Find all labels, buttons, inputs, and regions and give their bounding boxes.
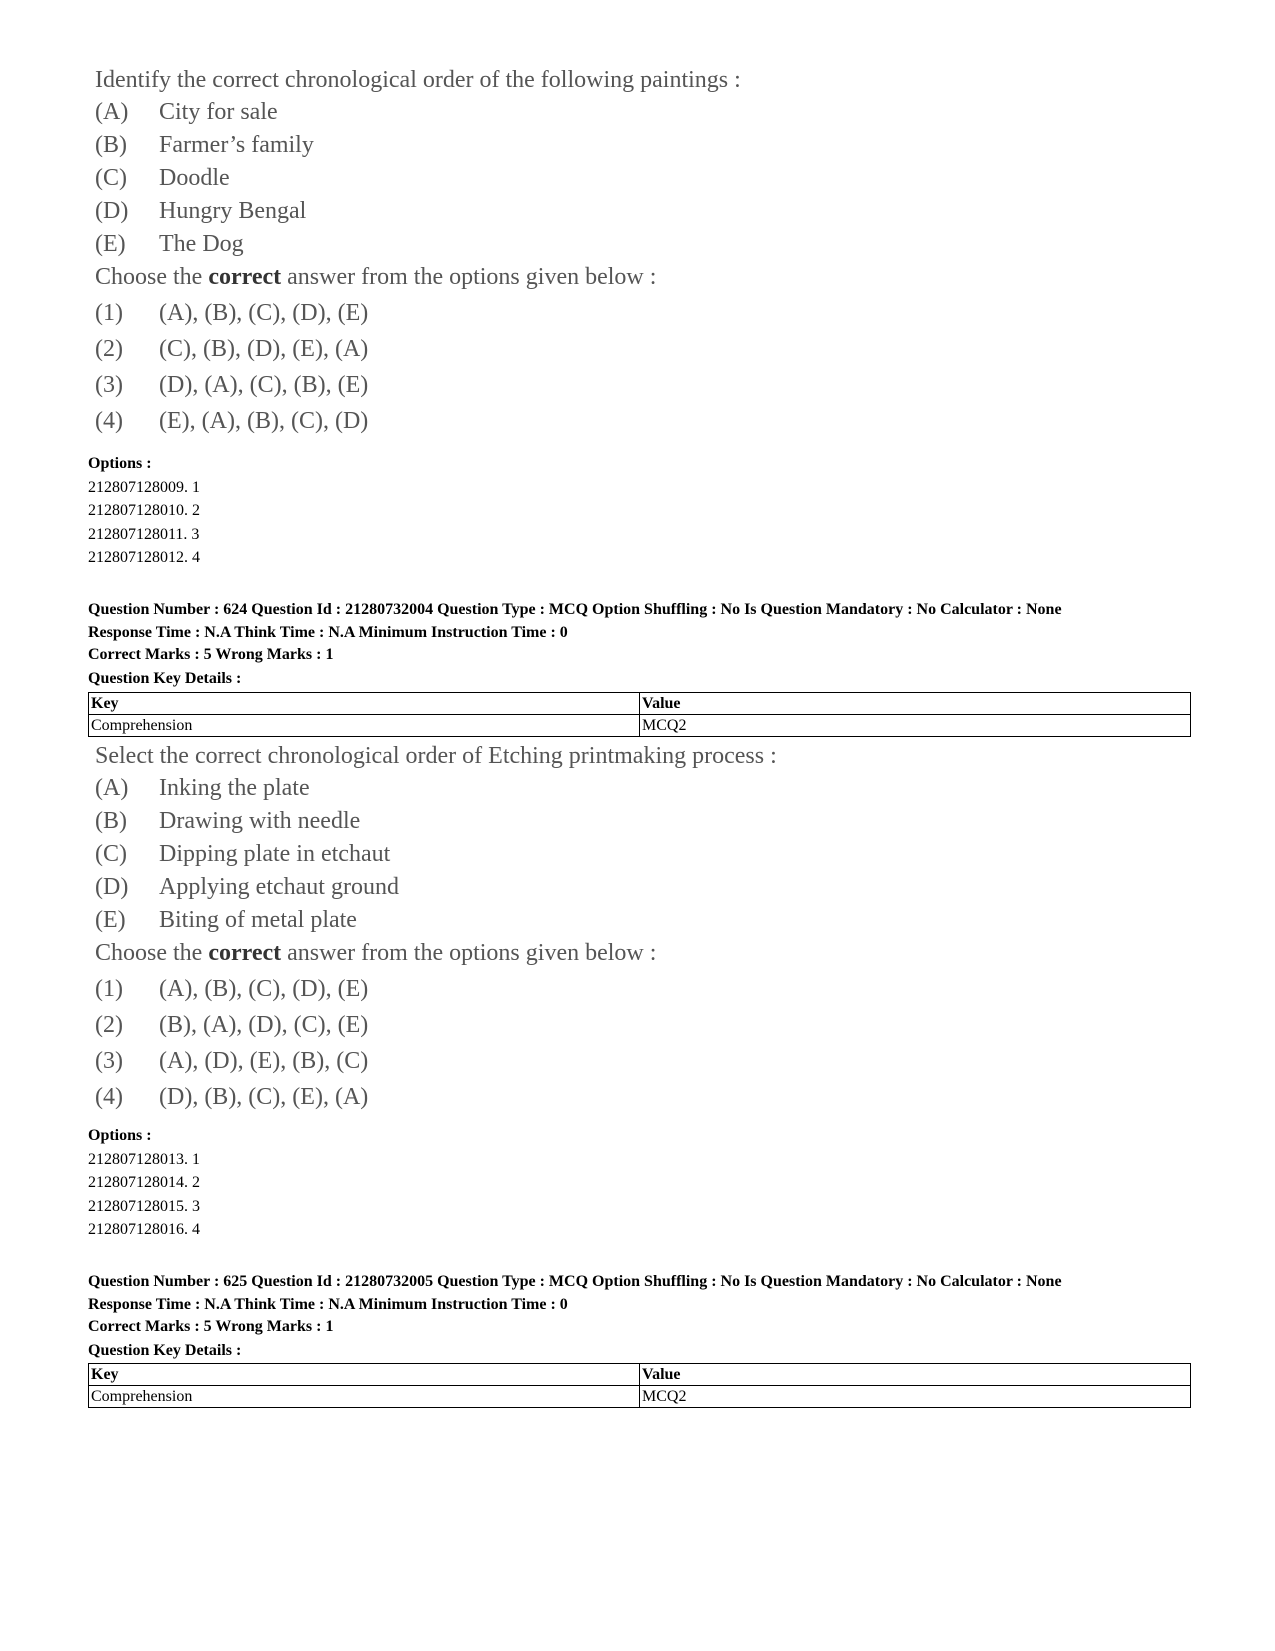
option-id: 212807128015. 3	[88, 1197, 200, 1215]
meta-line: Question Number : 625 Question Id : 21280732005 Question Type : MCQ Option Shuffling : No Is Question Mandatory : No Calculator : None	[88, 1273, 1062, 1290]
table-cell: Comprehension	[89, 1386, 640, 1408]
question-stem: Identify the correct chronological order of the following paintings :	[95, 67, 741, 93]
answer-option: (1) (A), (B), (C), (D), (E)	[95, 300, 369, 326]
list-item: (D) Hungry Bengal	[95, 198, 307, 224]
options-block-623	[88, 452, 200, 570]
key-details-heading: Question Key Details :	[88, 670, 242, 687]
key-details-table	[88, 1363, 1191, 1408]
list-item: (A) Inking the plate	[95, 775, 310, 801]
list-item: (C) Dipping plate in etchaut	[95, 841, 391, 867]
options-block-624	[88, 1124, 200, 1242]
list-item: (B) Farmer’s family	[95, 132, 314, 158]
options-heading: Options :	[88, 1127, 152, 1144]
question-meta-625	[88, 1270, 1062, 1316]
table-header-key: Key	[89, 1364, 640, 1386]
marks-line: Correct Marks : 5 Wrong Marks : 1	[88, 646, 334, 663]
list-item: (D) Applying etchaut ground	[95, 874, 399, 900]
marks-line: Correct Marks : 5 Wrong Marks : 1	[88, 1318, 334, 1335]
answer-option: (2) (B), (A), (D), (C), (E)	[95, 1012, 369, 1038]
key-details-table	[88, 692, 1191, 737]
table-cell: MCQ2	[640, 1386, 1191, 1408]
answer-option: (2) (C), (B), (D), (E), (A)	[95, 336, 369, 362]
meta-line: Response Time : N.A Think Time : N.A Minimum Instruction Time : 0	[88, 1296, 568, 1313]
choose-instruction: Choose the correct answer from the options given below :	[95, 264, 657, 290]
question-meta-624	[88, 598, 1062, 644]
meta-line: Question Number : 624 Question Id : 21280732004 Question Type : MCQ Option Shuffling : No Is Question Mandatory : No Calculator : None	[88, 601, 1062, 618]
table-cell: MCQ2	[640, 715, 1191, 737]
option-id: 212807128014. 2	[88, 1174, 200, 1191]
table-row	[89, 1364, 1191, 1386]
table-header-key: Key	[89, 693, 640, 715]
list-item: (B) Drawing with needle	[95, 808, 361, 834]
option-id: 212807128013. 1	[88, 1150, 200, 1168]
answer-option: (4) (E), (A), (B), (C), (D)	[95, 408, 369, 434]
option-id: 212807128011. 3	[88, 525, 200, 543]
table-header-value: Value	[640, 693, 1191, 715]
answer-option: (3) (A), (D), (E), (B), (C)	[95, 1048, 369, 1074]
list-item: (A) City for sale	[95, 99, 278, 125]
answer-option: (1) (A), (B), (C), (D), (E)	[95, 976, 369, 1002]
answer-option: (3) (D), (A), (C), (B), (E)	[95, 372, 369, 398]
options-heading: Options :	[88, 455, 152, 472]
table-cell: Comprehension	[89, 715, 640, 737]
question-stem: Select the correct chronological order of Etching printmaking process :	[95, 743, 777, 769]
option-id: 212807128016. 4	[88, 1221, 200, 1238]
list-item: (E) The Dog	[95, 231, 244, 257]
table-row	[89, 715, 1191, 737]
option-id: 212807128012. 4	[88, 549, 200, 566]
list-item: (C) Doodle	[95, 165, 230, 191]
table-row	[89, 1386, 1191, 1408]
table-header-value: Value	[640, 1364, 1191, 1386]
question-image-624	[95, 740, 777, 1115]
meta-line: Response Time : N.A Think Time : N.A Minimum Instruction Time : 0	[88, 624, 568, 641]
answer-option: (4) (D), (B), (C), (E), (A)	[95, 1084, 369, 1110]
question-image-623	[95, 64, 741, 439]
option-id: 212807128009. 1	[88, 478, 200, 496]
list-item: (E) Biting of metal plate	[95, 907, 357, 933]
option-id: 212807128010. 2	[88, 502, 200, 519]
table-row	[89, 693, 1191, 715]
choose-instruction: Choose the correct answer from the options given below :	[95, 940, 657, 966]
key-details-heading: Question Key Details :	[88, 1342, 242, 1359]
